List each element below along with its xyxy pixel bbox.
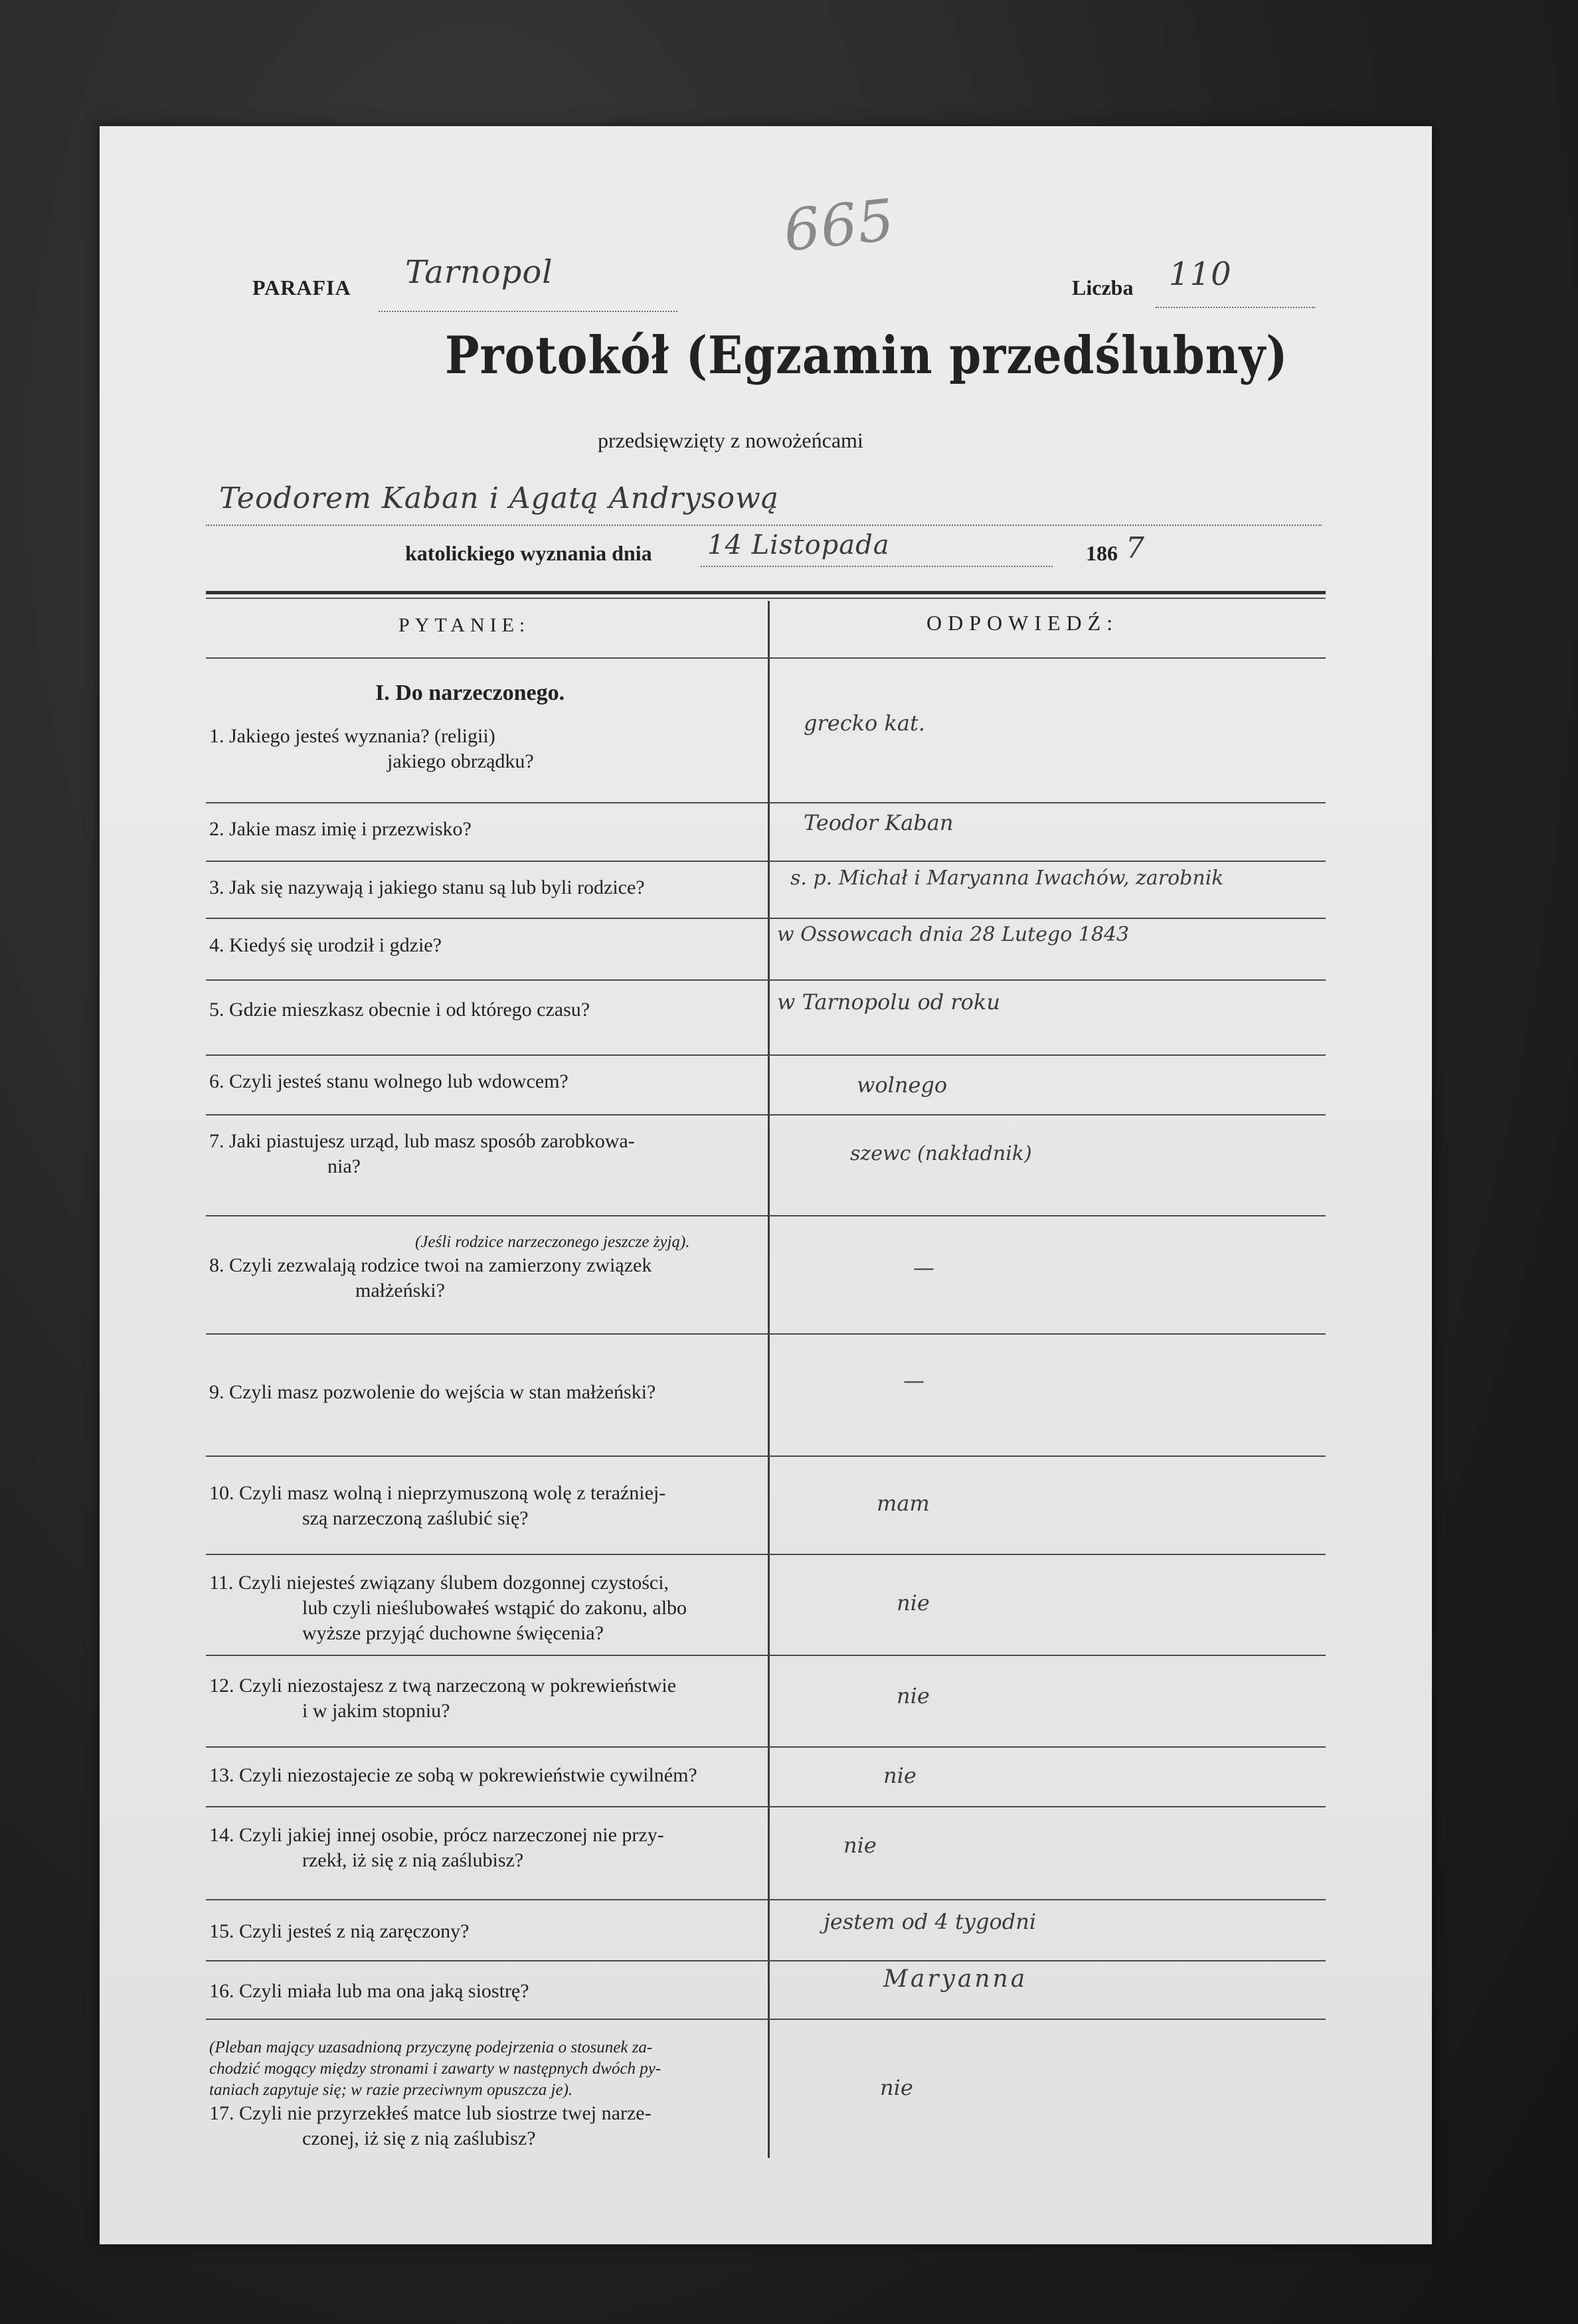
answer-17: nie	[880, 2075, 913, 2100]
question-1-line1: 1. Jakiego jesteś wyznania? (religii)	[209, 725, 495, 747]
question-14-line1: 14. Czyli jakiej innej osobie, prócz narzeczonej nie przy-	[209, 1824, 664, 1846]
question-17-note-line3: taniach zapytuje się; w razie przeciwnym opuszcza je).	[209, 2081, 573, 2099]
number-value: 110	[1169, 256, 1232, 293]
year-printed: 186	[1086, 541, 1118, 565]
answer-13: nie	[883, 1763, 917, 1788]
question-16: 16. Czyli miała lub ma ona jaką siostrę?	[209, 1980, 529, 2002]
question-12-line1: 12. Czyli niezostajesz z twą narzeczoną w pokrewieństwie	[209, 1675, 677, 1697]
row-rule-11	[206, 1655, 1326, 1656]
question-11-line2: lub czyli nieślubowałeś wstąpić do zakonu, albo	[302, 1597, 687, 1619]
question-14-line2: rzekł, iż się z nią zaślubisz?	[302, 1849, 524, 1871]
row-rule-15	[206, 1960, 1326, 1961]
header-rule-thin	[206, 598, 1326, 599]
row-rule-3	[206, 918, 1326, 919]
answer-7: szewc (nakładnik)	[850, 1142, 1032, 1165]
answer-16: Maryanna	[883, 1965, 1028, 1993]
question-10	[209, 1481, 665, 1531]
answer-15: jestem od 4 tygodni	[824, 1909, 1037, 1934]
couple-names: Teodorem Kaban i Agatą Andrysową	[219, 481, 779, 515]
document-sheet	[100, 126, 1432, 2244]
question-11-line1: 11. Czyli niejesteś związany ślubem dozgonnej czystości,	[209, 1572, 669, 1594]
section-title: I. Do narzeczonego.	[375, 681, 565, 705]
year-handwritten: 7	[1126, 531, 1145, 565]
date-value: 14 Listopada	[707, 530, 890, 560]
couple-line	[206, 525, 1322, 526]
question-5: 5. Gdzie mieszkasz obecnie i od którego czasu?	[209, 999, 590, 1021]
row-rule-5	[206, 1054, 1326, 1056]
date-line	[701, 566, 1053, 567]
row-rule-2	[206, 861, 1326, 862]
question-1-line2: jakiego obrządku?	[387, 750, 534, 772]
question-8-line2: małżeński?	[355, 1280, 445, 1301]
answer-14: nie	[843, 1833, 877, 1858]
question-9: 9. Czyli masz pozwolenie do wejścia w stan małżeński?	[209, 1381, 656, 1403]
question-12-line2: i w jakim stopniu?	[302, 1700, 450, 1722]
row-rule-16	[206, 2019, 1326, 2020]
row-rule-4	[206, 979, 1326, 981]
column-divider	[768, 601, 770, 2158]
answer-3: s. p. Michał i Maryanna Iwachów, zarobnik	[790, 867, 1224, 890]
answer-1: grecko kat.	[804, 710, 925, 736]
question-7-line2: nia?	[327, 1155, 361, 1177]
header-rule	[206, 591, 1326, 594]
row-rule-9	[206, 1455, 1326, 1457]
answer-4: w Ossowcach dnia 28 Lutego 1843	[777, 923, 1130, 946]
row-rule-1	[206, 802, 1326, 803]
row-rule-7	[206, 1215, 1326, 1216]
date-prefix: katolickiego wyznania dnia	[405, 541, 652, 565]
question-2: 2. Jakie masz imię i przezwisko?	[209, 818, 472, 840]
row-rule-12	[206, 1746, 1326, 1748]
page-title: Protokół (Egzamin przedślubny)	[445, 325, 1288, 386]
column-header-rule	[206, 657, 1326, 659]
question-17-line2: czonej, iż się z nią zaślubisz?	[302, 2127, 536, 2149]
question-11	[209, 1570, 687, 1646]
answer-12: nie	[897, 1683, 930, 1708]
question-17	[209, 2037, 661, 2151]
answer-2: Teodor Kaban	[804, 810, 954, 835]
parish-value: Tarnopol	[405, 254, 553, 291]
question-4: 4. Kiedyś się urodził i gdzie?	[209, 934, 442, 956]
answer-8: —	[913, 1255, 934, 1280]
question-15: 15. Czyli jesteś z nią zaręczony?	[209, 1920, 470, 1942]
question-17-line1: 17. Czyli nie przyrzekłeś matce lub siostrze twej narze-	[209, 2102, 652, 2124]
row-rule-14	[206, 1899, 1326, 1900]
question-12	[209, 1673, 676, 1724]
question-13: 13. Czyli niezostajecie ze sobą w pokrewieństwie cywilném?	[209, 1764, 697, 1786]
parish-label: PARAFIA	[252, 276, 351, 299]
answer-9: —	[903, 1368, 924, 1393]
question-1	[209, 724, 534, 774]
parish-line	[379, 311, 677, 312]
row-rule-8	[206, 1333, 1326, 1335]
question-17-note-line1: (Pleban mający uzasadnioną przyczynę podejrzenia o stosunek za-	[209, 2038, 653, 2056]
question-7-line1: 7. Jaki piastujesz urząd, lub masz sposób zarobkowa-	[209, 1130, 635, 1152]
page-subtitle: przedsięwzięty z nowożeńcami	[598, 428, 863, 452]
answer-10: mam	[877, 1491, 930, 1516]
answer-6: wolnego	[857, 1072, 948, 1098]
answer-5: w Tarnopolu od roku	[777, 989, 1000, 1015]
answer-11: nie	[897, 1590, 930, 1616]
question-11-line3: wyższe przyjąć duchowne święcenia?	[302, 1622, 604, 1644]
question-8-line1: 8. Czyli zezwalają rodzice twoi na zamierzony związek	[209, 1254, 652, 1276]
question-3: 3. Jak się nazywają i jakiego stanu są lub byli rodzice?	[209, 876, 645, 898]
row-rule-6	[206, 1114, 1326, 1116]
question-10-line1: 10. Czyli masz wolną i nieprzymuszoną wolę z teraźniej-	[209, 1482, 666, 1504]
question-14	[209, 1823, 664, 1873]
question-17-note-line2: chodzić mogący między stronami i zawarty w następnych dwóch py-	[209, 2060, 661, 2078]
question-10-line2: szą narzeczoną zaślubić się?	[302, 1507, 529, 1529]
answer-column-header: ODPOWIEDŹ:	[926, 611, 1119, 635]
question-7	[209, 1129, 635, 1179]
number-label: Liczba	[1072, 276, 1134, 299]
row-rule-10	[206, 1554, 1326, 1555]
question-8	[209, 1232, 690, 1303]
row-rule-13	[206, 1806, 1326, 1807]
question-column-header: PYTANIE:	[398, 614, 531, 636]
question-6: 6. Czyli jesteś stanu wolnego lub wdowcem?	[209, 1070, 569, 1092]
archive-number-stamp: 665	[780, 187, 898, 265]
number-line	[1156, 307, 1315, 308]
question-8-note: (Jeśli rodzice narzeczonego jeszcze żyją).	[415, 1233, 690, 1251]
